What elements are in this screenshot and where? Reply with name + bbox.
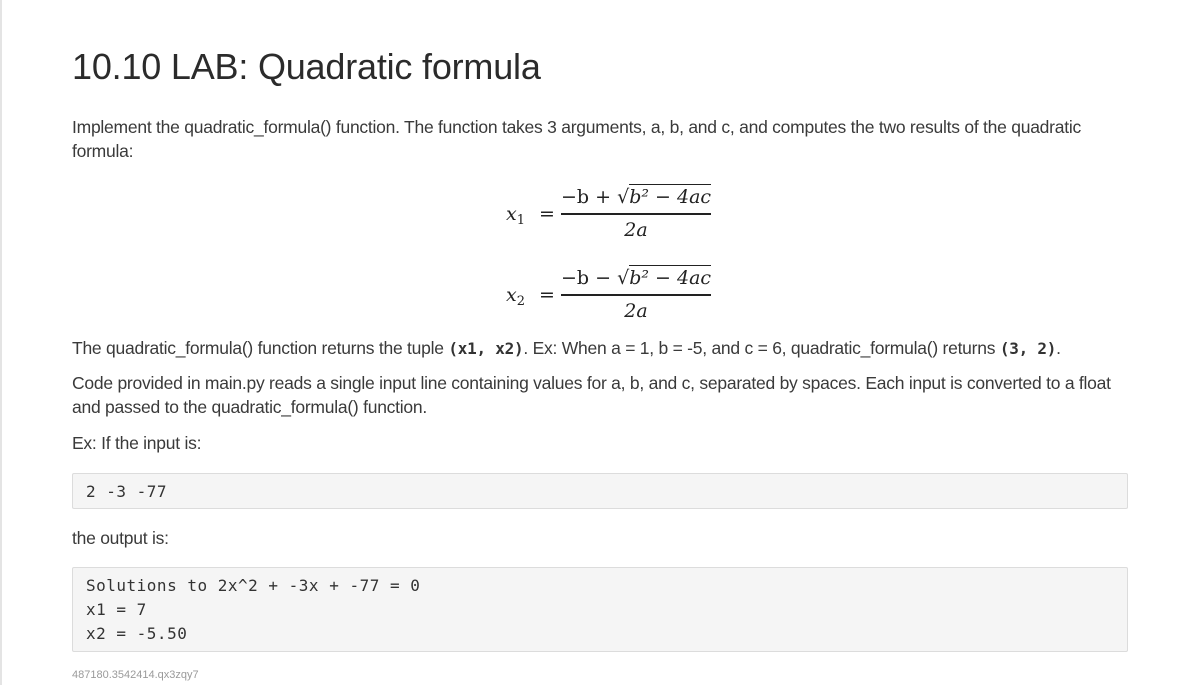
formula-x1-denominator: 2a [624,218,648,241]
formula-x2-lhs: $x_2$ = [506,284,555,309]
output-label: the output is: [72,528,169,548]
formula-x2-fraction-bar [561,294,711,296]
returns-paragraph: The quadratic_formula() function returns the tuple (x1, x2). Ex: When a = 1, b = -5, and c = 6, quadratic_formula() returns (3, 2). [72,338,1061,358]
formula-x1 [506,186,756,244]
formula-x2-fraction [561,267,711,322]
result-code: (3, 2) [999,339,1057,358]
example-input-label: Ex: If the input is: [72,433,202,453]
tuple-code: (x1, x2) [448,339,524,358]
output-line: x1 = 7 [86,600,147,619]
code-note-paragraph: Code provided in main.py reads a single input line containing values for a, b, and c, separated by spaces. Each input is converted to a float and passed to the quadratic_formula() function. [72,373,1111,417]
output-line: x2 = -5.50 [86,624,188,643]
formula-x2-denominator: 2a [624,299,648,322]
input-example-text: 2 -3 -77 [86,482,168,501]
formula-x2 [506,267,756,325]
formula-x1-fraction [561,186,711,241]
left-border [0,0,2,685]
input-example-box [72,473,1128,509]
formula-x1-lhs: $x_1$ = [506,203,555,228]
footer-id: 487180.3542414.qx3zqy7 [72,669,199,681]
intro-paragraph: Implement the quadratic_formula() function. The function takes 3 arguments, a, b, and c, and computes the two results of the quadratic formula: [72,117,1081,161]
output-line: Solutions to 2x^2 + -3x + -77 = 0 [86,576,421,595]
formula-x1-fraction-bar [561,213,711,215]
output-example-box [72,567,1128,652]
formula-x2-numerator: −b − √b² − 4ac [561,267,712,289]
page-title: 10.10 LAB: Quadratic formula [72,46,541,87]
formula-x1-numerator: −b + √b² − 4ac [561,186,712,208]
